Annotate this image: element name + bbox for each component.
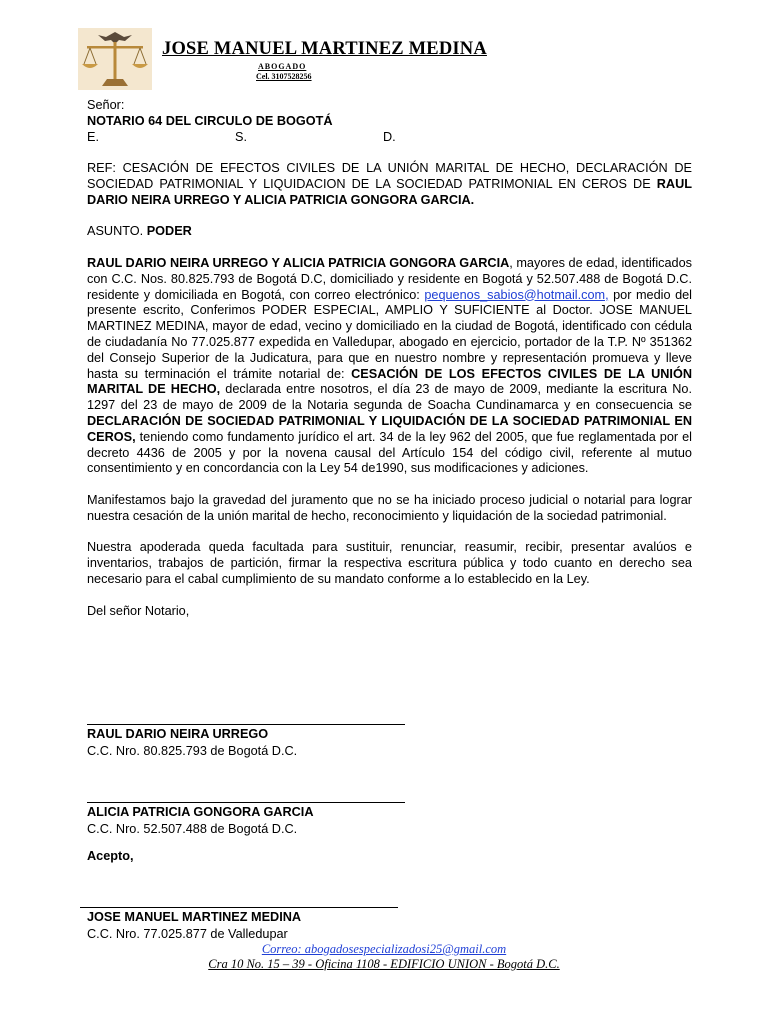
footer-address: Cra 10 No. 15 – 39 - Oficina 1108 - EDIFICIO UNION - Bogotá D.C. <box>208 957 560 971</box>
footer-email: Correo: abogadosespecializadosi25@gmail.com <box>261 942 507 956</box>
recipient: NOTARIO 64 DEL CIRCULO DE BOGOTÁ <box>87 113 333 128</box>
letterhead-name: JOSE MANUEL MARTINEZ MEDINA <box>162 39 487 59</box>
letterhead-subtitle <box>258 62 312 81</box>
salutation: Señor: <box>87 98 125 112</box>
reference: REF: CESACIÓN DE EFECTOS CIVILES DE LA UNIÓN MARITAL DE HECHO, DECLARACIÓN DE SOCIEDAD PATRIMONIAL Y LIQUIDACION DE LA SOCIEDAD PATRIMONIAL EN CEROS DE RAUL DARIO NEIRA URREGO Y ALICIA PATRICIA GONGORA GARCIA. <box>87 161 692 207</box>
signature-line <box>87 802 405 803</box>
facultades-paragraph: Nuestra apoderada queda facultada para sustituir, renunciar, reasumir, recibir, presentar avalúos e inventarios, trabajos de partición, firmar la respectiva escritura pública y todo cuanto en derecho sea necesario para el cabal cumplimiento de su mandato conforme a lo establecido en la Ley. <box>87 540 692 586</box>
closing: Del señor Notario, <box>87 603 190 618</box>
signer-id: C.C. Nro. 52.507.488 de Bogotá D.C. <box>87 822 298 836</box>
subject: ASUNTO. PODER <box>87 224 192 239</box>
signer-id: C.C. Nro. 80.825.793 de Bogotá D.C. <box>87 744 298 758</box>
signature-block-2 <box>87 802 405 838</box>
juramento-paragraph: Manifestamos bajo la gravedad del juramento que no se ha iniciado proceso judicial o notarial para lograr nuestra cesación de la unión marital de hecho, reconocimiento y liquidación de la sociedad patrimonial. <box>87 492 692 523</box>
acceptance-label: Acepto, <box>87 849 134 863</box>
signature-block-1 <box>87 724 405 760</box>
letterhead-phone: Cel. 3107528256 <box>256 72 312 81</box>
signature-line <box>80 907 398 908</box>
scales-of-justice-icon <box>78 28 152 90</box>
signer-name: JOSE MANUEL MARTINEZ MEDINA <box>87 910 302 924</box>
signature-line <box>87 724 405 725</box>
email-link[interactable]: pequenos_sabios@hotmail.com, <box>424 287 609 302</box>
signer-name: ALICIA PATRICIA GONGORA GARCIA <box>87 805 314 819</box>
signer-name: RAUL DARIO NEIRA URREGO <box>87 727 269 741</box>
esd-line: E. S. D. <box>87 129 396 144</box>
signer-id: C.C. Nro. 77.025.877 de Valledupar <box>87 927 288 941</box>
letter-body <box>87 98 692 619</box>
signature-block-3 <box>80 907 398 943</box>
poder-paragraph: RAUL DARIO NEIRA URREGO Y ALICIA PATRICIA GONGORA GARCIA, mayores de edad, identificados con C.C. Nos. 80.825.793 de Bogotá D.C, domiciliado y residente en Bogotá y 52.507.488 de Bogotá D.C. residente y domiciliada en Bogotá, con correo electrónico: pequenos_sabios@hotmail.com, por medio del presente escrito, Conferimos PODER ESPECIAL, AMPLIO Y SUFICIENTE al Doctor. JOSE MANUEL MARTINEZ MEDINA, mayor de edad, vecino y domiciliado en la ciudad de Bogotá, identificado con cédula de ciudadanía No 77.025.877 expedida en Valledupar, abogado en ejercicio, portador de la T.P. Nº 351362 del Consejo Superior de la Judicatura, para que en nuestro nombre y representación promueva y lleve hasta su terminación el trámite notarial de: CESACIÓN DE LOS EFECTOS CIVILES DE LA UNIÓN MARITAL DE HECHO, declarada entre nosotros, el día 23 de mayo de 2009, mediante la escritura No. 1297 del 23 de mayo de 2009 de la Notaria segunda de Soacha Cundinamarca y en consecuencia se DECLARACIÓN DE SOCIEDAD PATRIMONIAL Y LIQUIDACIÓN DE LA SOCIEDAD PATRIMONIAL EN CEROS, teniendo como fundamento jurídico el art. 34 de la ley 962 del 2005, que fue reglamentada por el decreto 4436 de 2005 y por la novena causal del Artículo 154 del código civil, referente al mutuo consentimiento y en concordancia con la Ley 54 de1990, sus modificaciones y adiciones. <box>87 255 692 476</box>
letterhead-role: ABOGADO <box>258 62 307 71</box>
